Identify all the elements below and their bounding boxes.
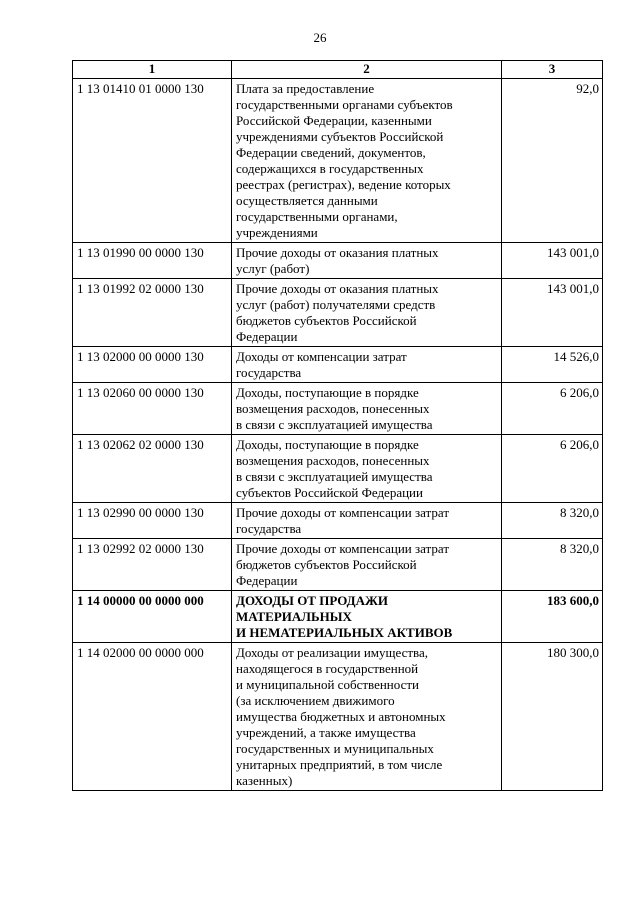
amount-value: 180 300,0: [502, 643, 603, 791]
amount-value: 143 001,0: [502, 243, 603, 279]
amount-value: 8 320,0: [502, 539, 603, 591]
description-line: возмещения расходов, понесенных: [236, 453, 430, 468]
description-line: Прочие доходы от оказания платных: [236, 281, 439, 296]
amount-value: 183 600,0: [502, 591, 603, 643]
description-line: учреждениями субъектов Российской: [236, 129, 444, 144]
description-line: бюджетов субъектов Российской: [236, 313, 417, 328]
revenue-description: [232, 503, 502, 539]
description-line: государственными органами,: [236, 209, 398, 224]
description-line: Федерации: [236, 329, 298, 344]
description-line: в связи с эксплуатацией имущества: [236, 469, 433, 484]
table-row: [73, 643, 603, 791]
description-line: унитарных предприятий, в том числе: [236, 757, 443, 772]
description-line: Федерации сведений, документов,: [236, 145, 426, 160]
description-line: Прочие доходы от оказания платных: [236, 245, 439, 260]
table-row: [73, 383, 603, 435]
description-line: Прочие доходы от компенсации затрат: [236, 505, 450, 520]
description-line: Прочие доходы от компенсации затрат: [236, 541, 450, 556]
budget-revenue-table: [72, 60, 603, 791]
table-row: [73, 435, 603, 503]
description-line: государства: [236, 365, 302, 380]
revenue-description: [232, 435, 502, 503]
revenue-description: [232, 643, 502, 791]
description-line: И НЕМАТЕРИАЛЬНЫХ АКТИВОВ: [236, 625, 453, 640]
table-header-row: [73, 61, 603, 79]
description-line: Российской Федерации, казенными: [236, 113, 432, 128]
budget-classification-code: 1 13 02990 00 0000 130: [73, 503, 232, 539]
table-row: [73, 279, 603, 347]
budget-classification-code: 1 14 02000 00 0000 000: [73, 643, 232, 791]
table-body: [73, 79, 603, 791]
description-line: государственными органами субъектов: [236, 97, 453, 112]
budget-classification-code: 1 13 02062 02 0000 130: [73, 435, 232, 503]
table-row: [73, 539, 603, 591]
table-row: [73, 347, 603, 383]
description-line: Доходы, поступающие в порядке: [236, 385, 419, 400]
description-line: возмещения расходов, понесенных: [236, 401, 430, 416]
description-line: Доходы от реализации имущества,: [236, 645, 429, 660]
budget-classification-code: 1 13 02060 00 0000 130: [73, 383, 232, 435]
table-row: [73, 79, 603, 243]
revenue-description: [232, 591, 502, 643]
description-line: Доходы от компенсации затрат: [236, 349, 407, 364]
description-line: услуг (работ) получателями средств: [236, 297, 436, 312]
description-line: находящегося в государственной: [236, 661, 419, 676]
page-number: 26: [313, 30, 327, 45]
description-line: Федерации: [236, 573, 298, 588]
header-col-amount: 3: [502, 61, 603, 79]
description-line: казенных): [236, 773, 293, 788]
table-row: [73, 503, 603, 539]
amount-value: 6 206,0: [502, 435, 603, 503]
budget-classification-code: 1 13 01410 01 0000 130: [73, 79, 232, 243]
header-col-code: 1: [73, 61, 232, 79]
description-line: содержащихся в государственных: [236, 161, 424, 176]
description-line: учреждениями: [236, 225, 318, 240]
description-line: имущества бюджетных и автономных: [236, 709, 446, 724]
revenue-description: [232, 347, 502, 383]
amount-value: 6 206,0: [502, 383, 603, 435]
description-line: ДОХОДЫ ОТ ПРОДАЖИ: [236, 593, 388, 608]
table-row: [73, 591, 603, 643]
description-line: осуществляется данными: [236, 193, 378, 208]
description-line: государства: [236, 521, 302, 536]
description-line: субъектов Российской Федерации: [236, 485, 423, 500]
description-line: МАТЕРИАЛЬНЫХ: [236, 609, 352, 624]
table-row: [73, 243, 603, 279]
budget-classification-code: 1 13 01990 00 0000 130: [73, 243, 232, 279]
revenue-description: [232, 243, 502, 279]
description-line: и муниципальной собственности: [236, 677, 419, 692]
description-line: учреждений, а также имущества: [236, 725, 416, 740]
budget-classification-code: 1 14 00000 00 0000 000: [73, 591, 232, 643]
revenue-description: [232, 279, 502, 347]
header-col-description: 2: [232, 61, 502, 79]
description-line: Доходы, поступающие в порядке: [236, 437, 419, 452]
description-line: бюджетов субъектов Российской: [236, 557, 417, 572]
description-line: (за исключением движимого: [236, 693, 395, 708]
description-line: реестрах (регистрах), ведение которых: [236, 177, 451, 192]
budget-classification-code: 1 13 01992 02 0000 130: [73, 279, 232, 347]
budget-classification-code: 1 13 02992 02 0000 130: [73, 539, 232, 591]
amount-value: 143 001,0: [502, 279, 603, 347]
revenue-description: [232, 383, 502, 435]
description-line: государственных и муниципальных: [236, 741, 434, 756]
amount-value: 14 526,0: [502, 347, 603, 383]
amount-value: 92,0: [502, 79, 603, 243]
amount-value: 8 320,0: [502, 503, 603, 539]
description-line: Плата за предоставление: [236, 81, 375, 96]
revenue-description: [232, 79, 502, 243]
budget-classification-code: 1 13 02000 00 0000 130: [73, 347, 232, 383]
description-line: услуг (работ): [236, 261, 310, 276]
description-line: в связи с эксплуатацией имущества: [236, 417, 433, 432]
revenue-description: [232, 539, 502, 591]
